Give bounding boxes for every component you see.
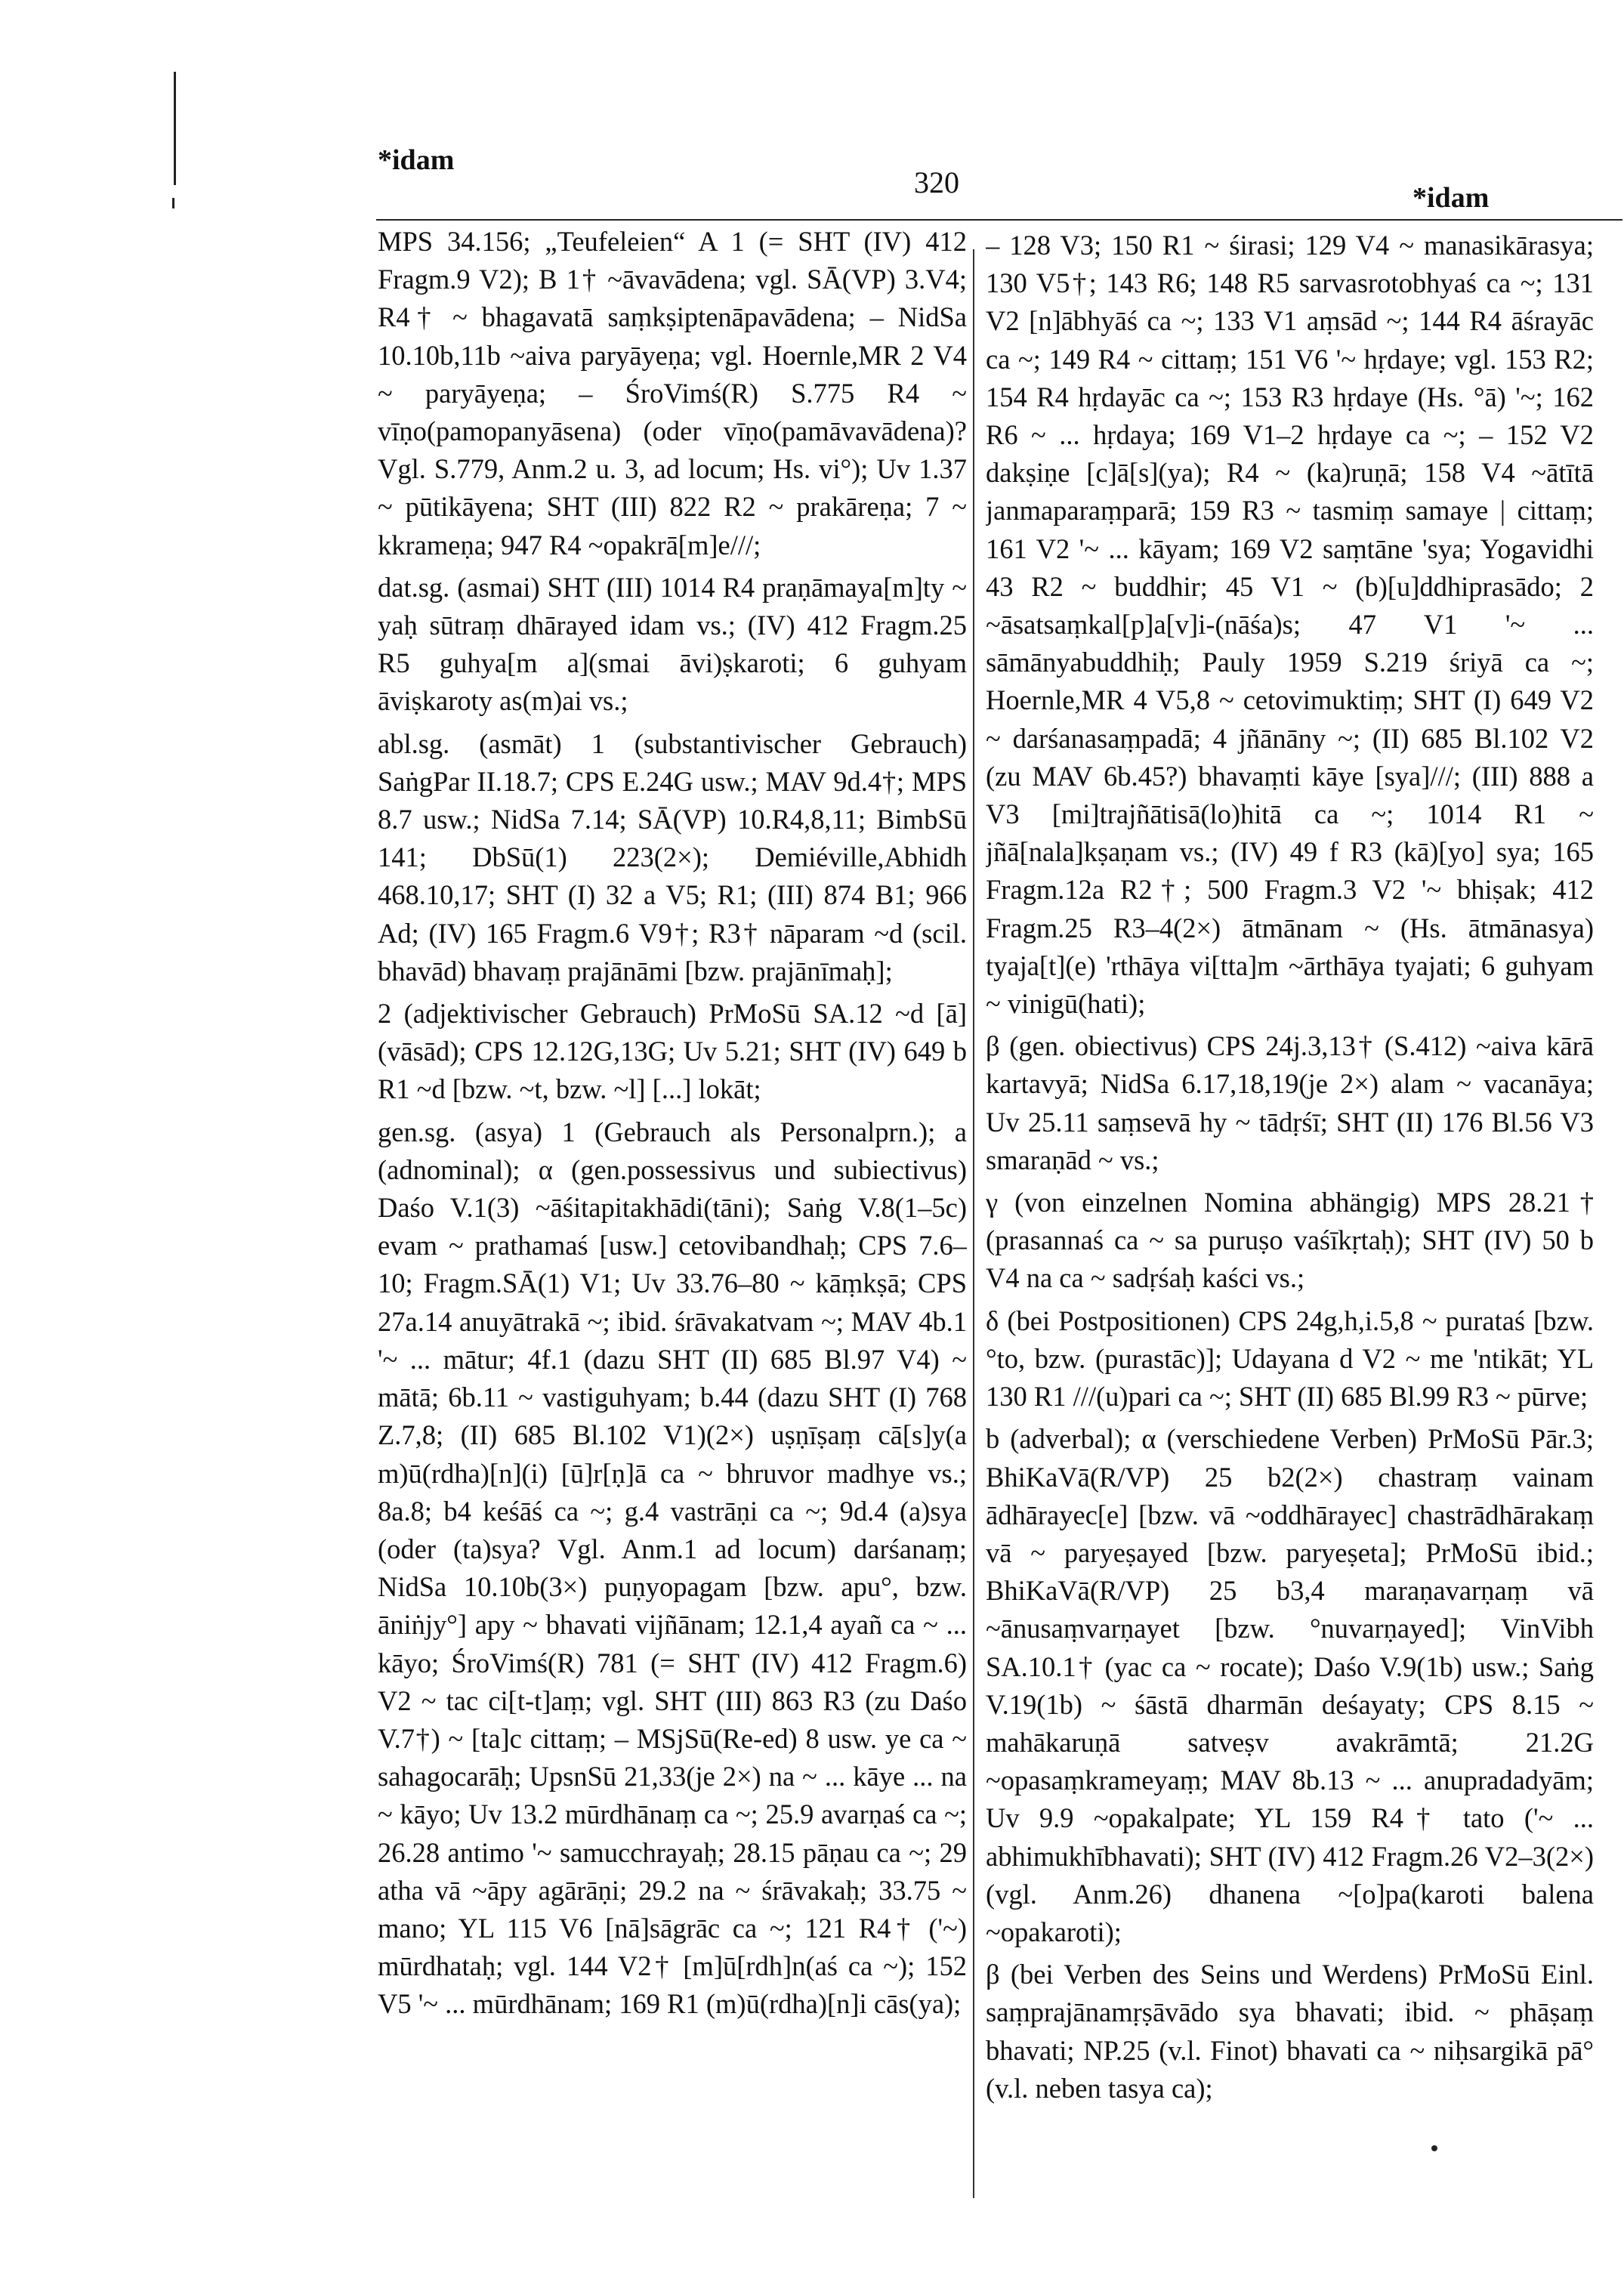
entry-paragraph: δ (bei Postpositionen) CPS 24g,h,i.5,8 ~ purataś [bzw. °to, bzw. (purastāc)]; Udayana d V2 ~ me 'ntikāt; YL 130 R1 ///(u)pari ca ~; SHT (II) 685 Bl.99 R3 ~ pūrve;	[986, 1305, 1594, 1413]
entry-paragraph: 2 (adjektivischer Gebrauch) PrMoSū SA.12 ~d [ā](vāsād); CPS 12.12G,13G; Uv 5.21; SHT (IV) 649 b R1 ~d [bzw. ~t, bzw. ~l] [...] lokāt;	[378, 998, 967, 1105]
entry-paragraph: – 128 V3; 150 R1 ~ śirasi; 129 V4 ~ manasikārasya; 130 V5†; 143 R6; 148 R5 sarvasrotobhyaś ca ~; 131 V2 [n]ābhyāś ca ~; 133 V1 aṃsād ~; 144 R4 āśrayāc ca ~; 149 R4 ~ cittaṃ; 151 V6 '~ hṛdaye; vgl. 153 R2; 154 R4 hṛdayāc ca ~; 153 R3 hṛdaye (Hs. °ā) '~; 162 R6 ~ ... hṛdaya; 169 V1–2 hṛdaye ca ~; – 152 V2 dakṣiṇe [c]ā[s](ya); R4 ~ (ka)ruṇā; 158 V4 ~ātītā janmaparaṃparā; 159 R3 ~ tasmiṃ samaye | cittaṃ; 161 V2 '~ ... kāyam; 169 V2 saṃtāne 'sya; Yogavidhi 43 R2 ~ buddhir; 45 V1 ~ (b)[u]ddhiprasādo; 2 ~āsatsaṃkal[p]a[v]i-(nāśa)s; 47 V1 '~ ... sāmānyabuddhiḥ; Pauly 1959 S.219 śriyā ca ~; Hoernle,MR 4 V5,8 ~ cetovimuktiṃ; SHT (I) 649 V2 ~ darśanasaṃpadā; 4 jñānāny ~; (II) 685 Bl.102 V2 (zu MAV 6b.45?) bhavaṃti kāye [sya]///; (III) 888 a V3 [mi]trajñātisā(lo)hitā ca ~; 1014 R1 ~ jñā[nala]kṣaṇam vs.; (IV) 49 f R3 (kā)[yo] sya; 165 Fragm.12a R2†; 500 Fragm.3 V2 '~ bhiṣak; 412 Fragm.25 R3–4(2×) ātmānam ~ (Hs. ātmānasya) tyaja[t](e) 'rthāya vi[tta]m ~ārthāya tyajati; 6 guhyam ~ vinigū(hati);	[986, 230, 1594, 1020]
header-rule	[376, 219, 1622, 221]
column-divider	[973, 249, 974, 2198]
entry-paragraph: b (adverbal); α (verschiedene Verben) PrMoSū Pār.3; BhiKaVā(R/VP) 25 b2(2×) chastraṃ vainam ādhārayec[e] [bzw. vā ~oddhārayec] chastrādhārakaṃ vā ~ paryeṣayed [bzw. paryeṣeta]; PrMoSū ibid.; BhiKaVā(R/VP) 25 b3,4 maraṇavarṇaṃ vā ~ānusaṃvarṇayet [bzw. °nuvarṇayed]; VinVibh SA.10.1† (yac ca ~ rocate); Daśo V.9(1b) usw.; Saṅg V.19(1b) ~ śāstā dharmān deśayaty; CPS 8.15 ~ mahākaruṇā satveṣv avakrāmtā; 21.2G ~opasaṃkrameyaṃ; MAV 8b.13 ~ ... anupradadyām; Uv 9.9 ~opakalpate; YL 159 R4† tato ('~ ... abhimukhībhavati); SHT (IV) 412 Fragm.26 V2–3(2×) (vgl. Anm.26) dhanena ~[o]pa(karoti balena ~opakaroti);	[986, 1423, 1594, 1947]
entry-paragraph: β (bei Verben des Seins und Werdens) PrMoSū Einl. saṃprajānamṛṣāvādo sya bhavati; ibid. ~ phāṣaṃ bhavati; NP.25 (v.l. Finot) bhavati ca ~ niḥsargikā pā° (v.l. neben tasya ca);	[986, 1959, 1594, 2104]
scan-margin-line	[174, 72, 176, 185]
entry-paragraph: gen.sg. (asya) 1 (Gebrauch als Personalprn.); a (adnominal); α (gen.possessivus und subiectivus) Daśo V.1(3) ~āśitapitakhādi(tāni); Saṅg V.8(1–5c) evam ~ prathamaś [usw.] cetovibandhaḥ; CPS 7.6–10; Fragm.SĀ(1) V1; Uv 33.76–80 ~ kāṃkṣā; CPS 27a.14 anuyātrakā ~; ibid. śrāvakatvam ~; MAV 4b.1 '~ ... mātur; 4f.1 (dazu SHT (II) 685 Bl.97 V4) ~ mātā; 6b.11 ~ vastiguhyam; b.44 (dazu SHT (I) 768 Z.7,8; (II) 685 Bl.102 V1)(2×) uṣṇīṣaṃ cā[s]y(a m)ū(rdha)[n](i) [ū]r[ṇ]ā ca ~ bhruvor madhye vs.; 8a.8; b4 keśāś ca ~; g.4 vastrāṇi ca ~; 9d.4 (a)sya (oder (ta)sya? Vgl. Anm.1 ad locum) darśanaṃ; NidSa 10.10b(3×) puṇyopagam [bzw. apu°, bzw. āniṅjy°] apy ~ bhavati vijñānam; 12.1,4 ayañ ca ~ ... kāyo; ŚroVimś(R) 781 (= SHT (IV) 412 Fragm.6) V2 ~ tac ci[t-t]aṃ; vgl. SHT (III) 863 R3 (zu Daśo V.7†) ~ [ta]c cittaṃ; – MSjSū(Re-ed) 8 usw. ye ca ~ sahagocarāḥ; UpsnSū 21,33(je 2×) na ~ ... kāye ... na ~ kāyo; Uv 13.2 mūrdhānaṃ ca ~; 25.9 avarṇaś ca ~; 26.28 antimo '~ samucchrayaḥ; 28.15 pāṇau ca ~; 29 atha vā ~āpy agārāṇi; 29.2 na ~ śrāvakaḥ; 33.75 ~ mano; YL 115 V6 [nā]sāgrāc ca ~; 121 R4† ('~) mūrdhataḥ; vgl. 144 V2† [m]ū[rdh]n(aś ca ~); 152 V5 '~ ... mūrdhānam; 169 R1 (m)ū(rdha)[n]i cās(ya);	[378, 1116, 967, 2020]
entry-paragraph: abl.sg. (asmāt) 1 (substantivischer Gebrauch) SaṅgPar II.18.7; CPS E.24G usw.; MAV 9d.4†; MPS 8.7 usw.; NidSa 7.14; SĀ(VP) 10.R4,8,11; BimbSū 141; DbSū(1) 223(2×); Demiéville,Abhidh 468.10,17; SHT (I) 32 a V5; R1; (III) 874 B1; 966 Ad; (IV) 165 Fragm.6 V9†; R3† nāparam ~d (scil. bhavād) bhavaṃ prajānāmi [bzw. prajānīmaḥ];	[378, 727, 967, 987]
entry-paragraph: dat.sg. (asmai) SHT (III) 1014 R4 praṇāmaya[m]ty ~ yaḥ sūtraṃ dhārayed idam vs.; (IV) 412 Fragm.25 R5 guhya[m a](smai āvi)ṣkaroti; 6 guhyam āviṣkaroty as(m)ai vs.;	[378, 571, 967, 717]
running-head-left: *idam	[378, 144, 455, 176]
right-column	[986, 227, 1594, 2198]
stray-dot	[1431, 2145, 1437, 2151]
entry-paragraph: MPS 34.156; „Teufeleien“ A 1 (= SHT (IV) 412 Fragm.9 V2); B 1† ~āvavādena; vgl. SĀ(VP) 3.V4; R4† ~ bhagavatā saṃkṣiptenāpavādena; – NidSa 10.10b,11b ~aiva paryāyeṇa; vgl. Hoernle,MR 2 V4 ~ paryāyeṇa; – ŚroVimś(R) S.775 R4 ~ vīṇo(pamopanyāsena) (oder vīṇo(pamāvavādena)? Vgl. S.779, Anm.2 u. 3, ad locum; Hs. vi°); Uv 1.37 ~ pūtikāyena; SHT (III) 822 R2 ~ prakāreṇa; 7 ~ kkrameṇa; 947 R4 ~opakrā[m]e///;	[378, 226, 967, 560]
scan-margin-tick	[172, 198, 174, 208]
left-column	[378, 223, 967, 2194]
entry-paragraph: β (gen. obiectivus) CPS 24j.3,13† (S.412) ~aiva kārā kartavyā; NidSa 6.17,18,19(je 2×) alam ~ vacanāya; Uv 25.11 saṃsevā hy ~ tādṛśī; SHT (II) 176 Bl.56 V3 smaraṇād ~ vs.;	[986, 1030, 1594, 1175]
page-number: 320	[914, 165, 959, 199]
running-head-right: *idam	[1413, 182, 1490, 214]
entry-paragraph: γ (von einzelnen Nomina abhängig) MPS 28.21† (prasannaś ca ~ sa puruṣo vaśīkṛtaḥ); SHT (IV) 50 b V4 na ca ~ sadṛśaḥ kaści vs.;	[986, 1187, 1594, 1294]
